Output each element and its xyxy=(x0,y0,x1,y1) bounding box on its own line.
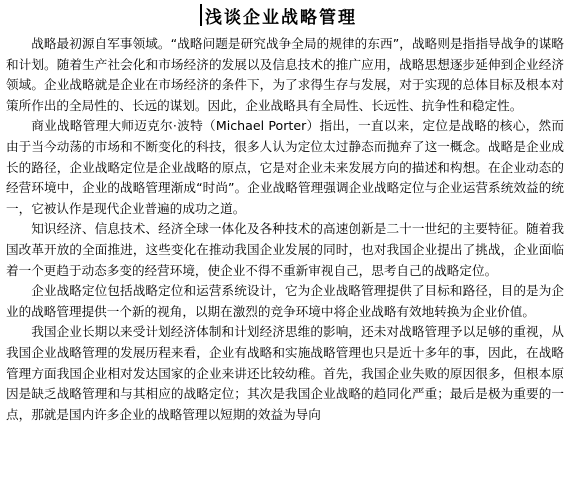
document-body xyxy=(6,34,564,425)
paragraph-1: 战略最初源自军事领域。“战略问题是研究战争全局的规律的东西”，战略则是指指导战争的谋略和计划。随着生产社会化和市场经济的发展以及信息技术的推广应用，战略思想逐步延伸到企业经济领域。企业战略就是企业在市场经济的条件下，为了求得生存与发展，对于实现的总体目标及根本对策所作出的全局性的、长远的谋划。因此，企业战略具有全局性、长远性、抗争性和稳定性。 xyxy=(6,36,564,113)
paragraph-2: 商业战略管理大师迈克尔·波特（Michael Porter）指出，一直以来，定位是战略的核心，然而由于当今动荡的市场和不断变化的科技，很多人认为定位太过静态而抛弃了这一概念。战略是企业成长的路径，企业战略定位是企业战略的原点，它是对企业未来发展方向的描述和构想。在企业动态的经营环境中，企业的战略管理渐成“时尚”。企业战略管理强调企业战略定位与企业运营系统效益的统一，它被认作是现代企业普遍的成功之道。 xyxy=(6,118,564,216)
paragraph-3: 知识经济、信息技术、经济全球一体化及各种技术的高速创新是二十一世纪的主要特征。随着我国改革开放的全面推进，这些变化在推动我国企业发展的同时，也对我国企业提出了挑战，企业面临着一个更趋于动态多变的经营环境，使企业不得不重新审视自己，思考自己的战略定位。 xyxy=(6,221,564,278)
paragraph-5: 我国企业长期以来受计划经济体制和计划经济思维的影响，还未对战略管理予以足够的重视，从我国企业战略管理的发展历程来看，企业有战略和实施战略管理也只是近十多年的事，因此，在战略管理方面我国企业相对发达国家的企业来讲还比较幼稚。首先，我国企业失败的原因很多，但根本原因是缺乏战略管理和与其相应的战略定位；其次是我国企业战略的趋同化严重；最后是极为重要的一点，那就是国内许多企业的战略管理以短期的效益为导向 xyxy=(6,324,564,422)
document-title: 浅谈企业战略管理 xyxy=(205,7,357,28)
text-cursor xyxy=(200,4,202,26)
title-area xyxy=(200,2,357,28)
paragraph-4: 企业战略定位包括战略定位和运营系统设计，它为企业战略管理提供了目标和路径，目的是为企业的战略管理提供一个新的视角，以期在激烈的竞争环境中将企业战略有效地转换为企业价值。 xyxy=(6,283,564,319)
